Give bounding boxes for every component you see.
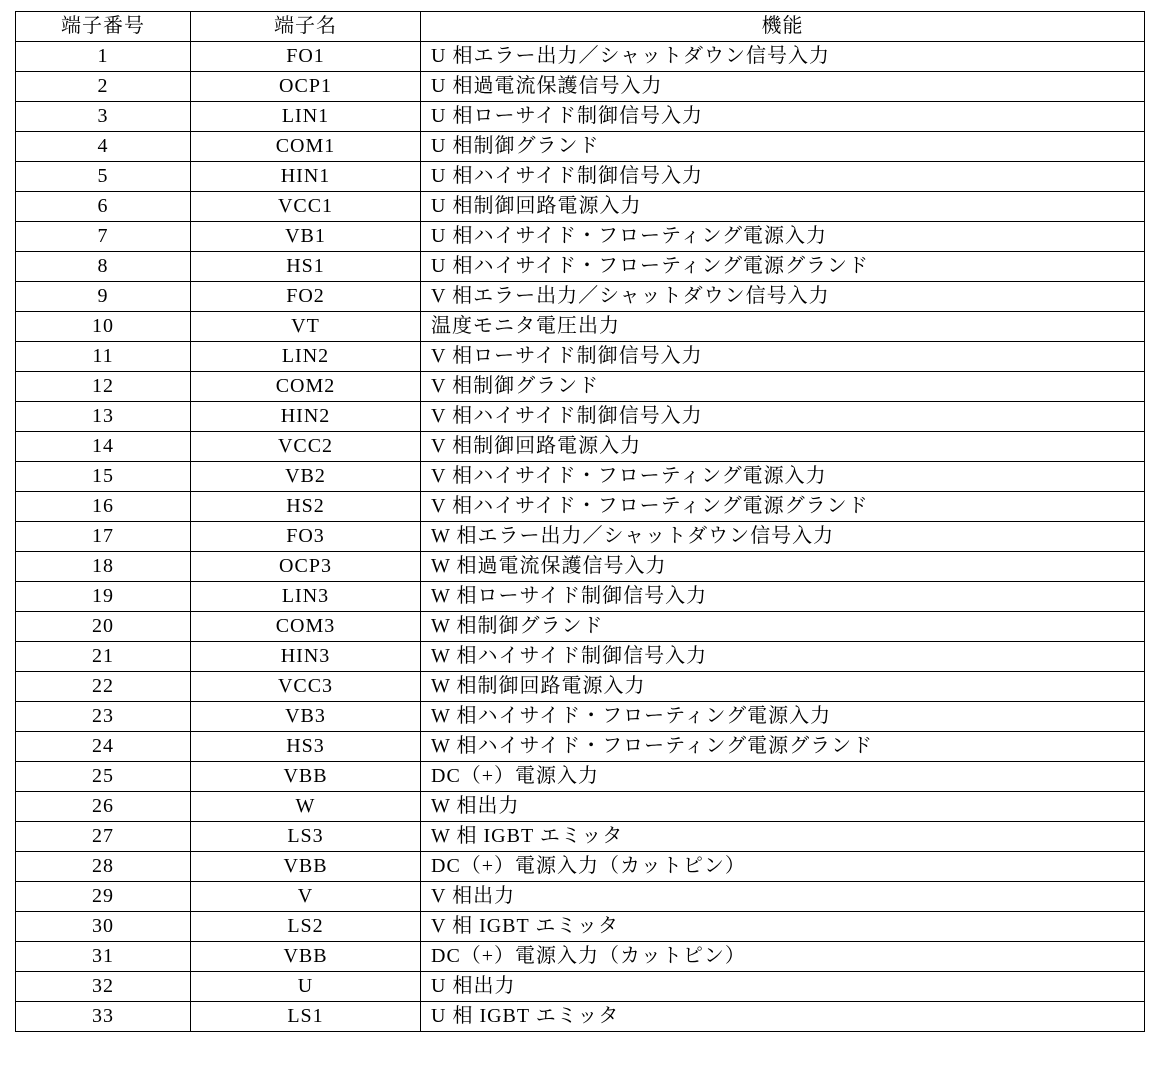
terminal-number-cell: 5 [16,162,191,192]
terminal-number-cell: 22 [16,672,191,702]
terminal-number-cell: 13 [16,402,191,432]
terminal-name-cell: FO1 [191,42,421,72]
function-cell: W 相ハイサイド制御信号入力 [421,642,1145,672]
terminal-name-cell: HIN1 [191,162,421,192]
table-row [16,522,1145,552]
table-row [16,642,1145,672]
terminal-number-cell: 15 [16,462,191,492]
table-row [16,282,1145,312]
function-cell: W 相制御グランド [421,612,1145,642]
table-row [16,942,1145,972]
header-row [16,12,1145,42]
terminal-name-cell: OCP1 [191,72,421,102]
table-row [16,492,1145,522]
table-row [16,402,1145,432]
table-row [16,672,1145,702]
table-row [16,132,1145,162]
terminal-number-cell: 14 [16,432,191,462]
terminal-number-cell: 3 [16,102,191,132]
terminal-name-cell: VBB [191,852,421,882]
terminal-name-cell: COM1 [191,132,421,162]
terminal-number-cell: 4 [16,132,191,162]
terminal-name-cell: FO3 [191,522,421,552]
terminal-number-cell: 33 [16,1002,191,1032]
table-row [16,192,1145,222]
table-row [16,312,1145,342]
terminal-name-cell: LS3 [191,822,421,852]
function-cell: W 相ハイサイド・フローティング電源入力 [421,702,1145,732]
function-cell: U 相ローサイド制御信号入力 [421,102,1145,132]
col-header-terminal-number: 端子番号 [16,12,191,42]
function-cell: W 相 IGBT エミッタ [421,822,1145,852]
function-cell: U 相ハイサイド制御信号入力 [421,162,1145,192]
function-cell: W 相ハイサイド・フローティング電源グランド [421,732,1145,762]
function-cell: U 相制御回路電源入力 [421,192,1145,222]
col-header-function: 機能 [421,12,1145,42]
terminal-name-cell: VB2 [191,462,421,492]
table-row [16,912,1145,942]
function-cell: V 相ローサイド制御信号入力 [421,342,1145,372]
function-cell: DC（+）電源入力 [421,762,1145,792]
terminal-number-cell: 10 [16,312,191,342]
terminal-number-cell: 2 [16,72,191,102]
function-cell: W 相過電流保護信号入力 [421,552,1145,582]
function-cell: W 相エラー出力／シャットダウン信号入力 [421,522,1145,552]
function-cell: W 相ローサイド制御信号入力 [421,582,1145,612]
terminal-name-cell: VT [191,312,421,342]
col-header-terminal-name: 端子名 [191,12,421,42]
terminal-number-cell: 16 [16,492,191,522]
terminal-number-cell: 20 [16,612,191,642]
terminal-name-cell: LS1 [191,1002,421,1032]
table-row [16,852,1145,882]
terminal-name-cell: COM3 [191,612,421,642]
table-row [16,822,1145,852]
terminal-number-cell: 28 [16,852,191,882]
terminal-number-cell: 32 [16,972,191,1002]
terminal-name-cell: LS2 [191,912,421,942]
table-row [16,42,1145,72]
terminal-name-cell: HIN3 [191,642,421,672]
terminal-number-cell: 1 [16,42,191,72]
terminal-name-cell: HS1 [191,252,421,282]
terminal-name-cell: VB3 [191,702,421,732]
table-row [16,72,1145,102]
function-cell: 温度モニタ電圧出力 [421,312,1145,342]
function-cell: W 相制御回路電源入力 [421,672,1145,702]
terminal-name-cell: FO2 [191,282,421,312]
terminal-number-cell: 9 [16,282,191,312]
terminal-number-cell: 17 [16,522,191,552]
terminal-name-cell: VB1 [191,222,421,252]
function-cell: U 相過電流保護信号入力 [421,72,1145,102]
terminal-number-cell: 19 [16,582,191,612]
terminal-name-cell: VBB [191,762,421,792]
table-row [16,582,1145,612]
function-cell: U 相ハイサイド・フローティング電源グランド [421,252,1145,282]
function-cell: V 相ハイサイド・フローティング電源入力 [421,462,1145,492]
terminal-name-cell: W [191,792,421,822]
function-cell: V 相制御回路電源入力 [421,432,1145,462]
table-row [16,342,1145,372]
function-cell: W 相出力 [421,792,1145,822]
table-row [16,222,1145,252]
table-row [16,162,1145,192]
terminal-name-cell: VCC2 [191,432,421,462]
terminal-name-cell: VBB [191,942,421,972]
function-cell: V 相エラー出力／シャットダウン信号入力 [421,282,1145,312]
terminal-name-cell: OCP3 [191,552,421,582]
terminal-name-cell: HS3 [191,732,421,762]
terminal-name-cell: COM2 [191,372,421,402]
terminal-number-cell: 31 [16,942,191,972]
terminal-number-cell: 8 [16,252,191,282]
terminal-number-cell: 18 [16,552,191,582]
terminal-number-cell: 11 [16,342,191,372]
function-cell: V 相ハイサイド制御信号入力 [421,402,1145,432]
table-row [16,462,1145,492]
terminal-name-cell: HS2 [191,492,421,522]
table-body [16,42,1145,1032]
terminal-name-cell: V [191,882,421,912]
table-row [16,792,1145,822]
terminal-name-cell: VCC3 [191,672,421,702]
function-cell: DC（+）電源入力（カットピン） [421,852,1145,882]
table-row [16,372,1145,402]
terminal-number-cell: 27 [16,822,191,852]
terminal-number-cell: 23 [16,702,191,732]
terminal-name-cell: VCC1 [191,192,421,222]
table-row [16,762,1145,792]
function-cell: V 相ハイサイド・フローティング電源グランド [421,492,1145,522]
table-row [16,552,1145,582]
table-row [16,432,1145,462]
terminal-number-cell: 6 [16,192,191,222]
terminal-number-cell: 30 [16,912,191,942]
terminal-name-cell: LIN3 [191,582,421,612]
function-cell: U 相ハイサイド・フローティング電源入力 [421,222,1145,252]
function-cell: U 相エラー出力／シャットダウン信号入力 [421,42,1145,72]
table-row [16,252,1145,282]
table-row [16,702,1145,732]
terminal-number-cell: 21 [16,642,191,672]
function-cell: DC（+）電源入力（カットピン） [421,942,1145,972]
terminal-name-cell: U [191,972,421,1002]
table-row [16,732,1145,762]
terminal-number-cell: 24 [16,732,191,762]
terminal-name-cell: LIN2 [191,342,421,372]
terminal-number-cell: 26 [16,792,191,822]
function-cell: V 相出力 [421,882,1145,912]
function-cell: U 相 IGBT エミッタ [421,1002,1145,1032]
terminal-number-cell: 7 [16,222,191,252]
function-cell: U 相出力 [421,972,1145,1002]
table-row [16,882,1145,912]
terminal-number-cell: 12 [16,372,191,402]
terminal-name-cell: LIN1 [191,102,421,132]
terminal-function-table [15,11,1145,1032]
table-row [16,102,1145,132]
terminal-name-cell: HIN2 [191,402,421,432]
function-cell: V 相 IGBT エミッタ [421,912,1145,942]
function-cell: V 相制御グランド [421,372,1145,402]
terminal-number-cell: 25 [16,762,191,792]
table-row [16,972,1145,1002]
table-row [16,612,1145,642]
table-row [16,1002,1145,1032]
function-cell: U 相制御グランド [421,132,1145,162]
terminal-number-cell: 29 [16,882,191,912]
